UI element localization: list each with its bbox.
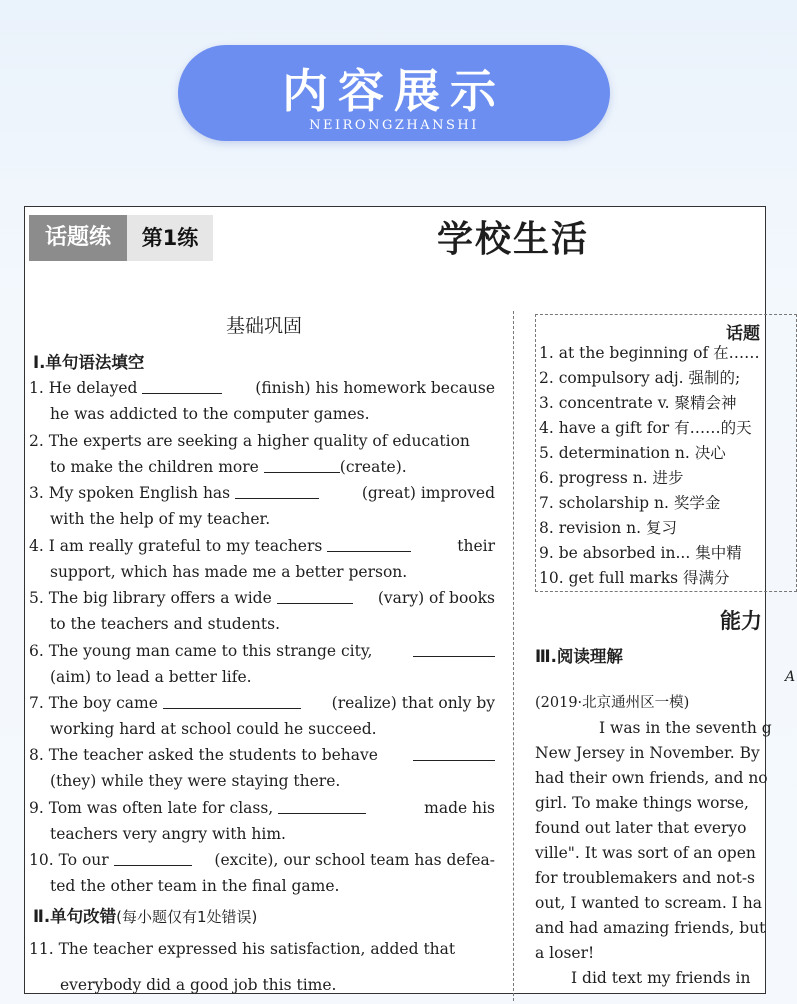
passage-line: a loser!	[535, 944, 595, 962]
banner-title: 内容展示	[282, 64, 506, 118]
q5-text-a: 5. The big library offers a wide	[29, 589, 272, 607]
document-page	[24, 206, 796, 994]
q1-text-b: (finish) his homework because	[255, 379, 495, 397]
vocab-item: 9. be absorbed in... 集中精	[539, 544, 742, 562]
q10-text-b: (excite), our school team has defea-	[214, 851, 495, 869]
passage-line: had their own friends, and no	[535, 769, 768, 787]
q4-line2: support, which has made me a better person.	[50, 563, 408, 581]
q11-line1: 11. The teacher expressed his satisfaction, added that	[29, 940, 456, 958]
part2-heading	[33, 903, 257, 927]
part3-heading: Ⅲ.阅读理解	[535, 647, 623, 666]
q2-line2a: to make the children more	[50, 458, 259, 476]
vocab-item: 5. determination n. 决心	[539, 444, 726, 462]
vocab-item: 7. scholarship n. 奖学金	[539, 494, 721, 512]
vocab-item: 10. get full marks 得满分	[539, 569, 730, 587]
answer-blank[interactable]	[277, 585, 353, 604]
answer-blank[interactable]	[278, 795, 366, 814]
vocab-item: 6. progress n. 进步	[539, 469, 684, 487]
question-7	[29, 690, 495, 742]
answer-blank[interactable]	[413, 742, 495, 761]
column-divider	[513, 311, 514, 1001]
answer-blank[interactable]	[163, 690, 301, 709]
vocab-item: 2. compulsory adj. 强制的;	[539, 369, 741, 387]
q1-text-a: 1. He delayed	[29, 379, 138, 397]
passage-line: girl. To make things worse,	[535, 794, 749, 812]
question-9	[29, 795, 495, 847]
question-2	[29, 428, 495, 480]
vocab-item: 8. revision n. 复习	[539, 519, 678, 537]
q6-line2: (aim) to lead a better life.	[50, 668, 252, 686]
section-banner	[178, 45, 610, 141]
page-title: 学校生活	[437, 219, 590, 260]
question-4	[29, 533, 495, 585]
vocabulary-box	[535, 314, 797, 592]
question-11	[29, 936, 495, 998]
q9-line2: teachers very angry with him.	[50, 825, 286, 843]
answer-blank[interactable]	[114, 847, 192, 866]
q9-text-b: made his	[424, 799, 495, 817]
passage-line: for troublemakers and not-s	[535, 869, 756, 887]
question-5	[29, 585, 495, 637]
passage-line: and had amazing friends, but	[535, 919, 766, 937]
passage-line: found out later that everyo	[535, 819, 747, 837]
q2-text-a: 2. The experts are seeking a higher quality of education	[29, 432, 470, 450]
q6-text-a: 6. The young man came to this strange city,	[29, 642, 373, 660]
question-3	[29, 480, 495, 532]
q10-line2: ted the other team in the final game.	[50, 877, 340, 895]
question-6	[29, 638, 495, 690]
question-1	[29, 375, 495, 427]
part2-note: (每小题仅有1处错误)	[116, 908, 258, 926]
part1-heading: Ⅰ.单句语法填空	[33, 353, 145, 372]
vocab-item: 1. at the beginning of 在……	[539, 344, 760, 362]
q3-text-a: 3. My spoken English has	[29, 484, 231, 502]
q10-text-a: 10. To our	[29, 851, 109, 869]
vocab-item: 3. concentrate v. 聚精会神	[539, 394, 737, 412]
q8-line2: (they) while they were staying there.	[50, 772, 341, 790]
q4-text-a: 4. I am really grateful to my teachers	[29, 537, 323, 555]
q3-text-b: (great) improved	[361, 484, 495, 502]
answer-blank[interactable]	[142, 375, 222, 394]
q7-line2: working hard at school could he succeed.	[50, 720, 377, 738]
passage-source: (2019·北京通州区一模)	[535, 695, 690, 711]
vocab-title: 话题	[726, 324, 760, 344]
passage-line: out, I wanted to scream. I ha	[535, 894, 762, 912]
section-ability-title: 能力	[720, 609, 762, 633]
passage-line: ville". It was sort of an open	[535, 844, 756, 862]
q5-line2: to the teachers and students.	[50, 615, 280, 633]
vocab-item: 4. have a gift for 有……的天	[539, 419, 752, 437]
answer-blank[interactable]	[413, 638, 495, 657]
q9-text-a: 9. Tom was often late for class,	[29, 799, 274, 817]
question-8	[29, 742, 495, 794]
q8-text-a: 8. The teacher asked the students to behave	[29, 746, 378, 764]
banner-subtitle: NEIRONGZHANSHI	[309, 118, 479, 133]
q1-line2: he was addicted to the computer games.	[50, 405, 370, 423]
part2-title: Ⅱ.单句改错	[33, 907, 117, 926]
q2-line2b: (create).	[339, 458, 407, 476]
answer-blank[interactable]	[235, 480, 319, 499]
passage-line: I was in the seventh g	[599, 719, 772, 737]
q7-text-a: 7. The boy came	[29, 694, 158, 712]
q7-text-b: (realize) that only by	[331, 694, 495, 712]
section-basic-title: 基础巩固	[225, 315, 302, 337]
q5-text-b: (vary) of books	[377, 589, 495, 607]
q4-text-b: their	[457, 537, 495, 555]
question-10	[29, 847, 495, 899]
passage-line: I did text my friends in	[571, 969, 751, 987]
practice-number: 第1练	[127, 215, 213, 261]
passage-letter: A	[785, 669, 796, 685]
topic-tag: 话题练	[29, 215, 127, 261]
q11-line2: everybody did a good job this time.	[60, 976, 337, 994]
answer-blank[interactable]	[327, 533, 411, 552]
answer-blank[interactable]	[264, 454, 340, 473]
q3-line2: with the help of my teacher.	[50, 510, 271, 528]
passage-line: New Jersey in November. By	[535, 744, 760, 762]
